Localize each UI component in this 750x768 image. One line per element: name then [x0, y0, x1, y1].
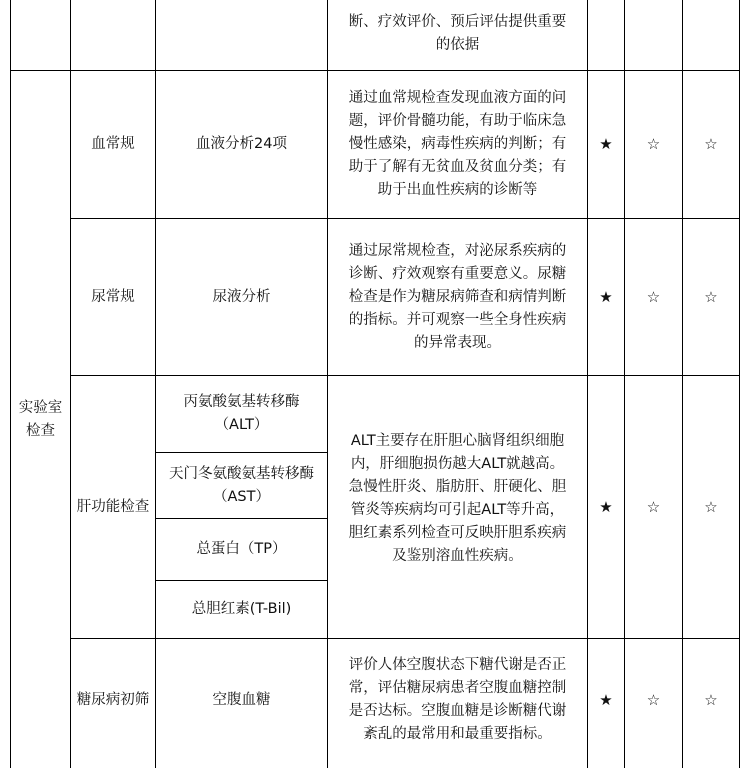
rating-star: ☆ — [646, 135, 661, 153]
item-cell — [156, 639, 327, 761]
rating-star: ☆ — [704, 497, 718, 516]
rating-star: ★ — [599, 690, 613, 709]
item-label: 尿液分析 — [212, 288, 271, 305]
item-cell — [156, 376, 327, 452]
sub-category-cell — [71, 219, 155, 375]
item-cell — [156, 581, 327, 638]
rating-star: ☆ — [704, 690, 718, 709]
description-text: 评价人体空腹状态下糖代谢是否正 常，评估糖尿病患者空腹血糖控制 是否达标。空腹血糖是诊断糖代谢 紊乱的最常用和最重要指标。 — [348, 657, 567, 742]
rating-star: ☆ — [704, 287, 718, 306]
description-cell — [328, 376, 587, 638]
rating-star: ☆ — [704, 135, 718, 153]
rating-star: ★ — [599, 497, 613, 516]
col-divider — [739, 0, 740, 768]
description-text: 通过尿常规检查，对泌尿系疾病的 诊断、疗效观察有重要意义。尿糖 检查是作为糖尿病筛查和病情判断 的指标。并可观察一些全身性疾病 的异常表现。 — [348, 242, 567, 351]
sub-category-cell — [71, 376, 155, 638]
sub-category-cell — [71, 639, 155, 761]
description-cell — [328, 219, 587, 375]
sub-category-label: 血常规 — [91, 136, 135, 152]
item-label: 天门冬氨酸氨基转移酶 （AST） — [169, 465, 314, 505]
item-label: 空腹血糖 — [212, 691, 271, 708]
description-cell — [328, 0, 587, 70]
item-label: 总蛋白（TP） — [196, 541, 287, 557]
rating-star: ★ — [599, 287, 613, 306]
rating-star: ☆ — [646, 690, 661, 709]
description-text: 断、疗效评价、预后评估提供重要 的依据 — [348, 14, 567, 53]
item-label: 总胆红素(T-Bil) — [191, 601, 292, 617]
description-text: 通过血常规检查发现血液方面的问 题，评价骨髓功能，有助于临床急 慢性感染，病毒性疾病的判断；有 助于了解有无贫血及贫血分类；有 助于出血性疾病的诊断等 — [348, 90, 567, 198]
category-label: 实验室 检查 — [18, 399, 63, 439]
item-cell — [156, 453, 327, 518]
rating-star: ☆ — [646, 497, 661, 516]
sub-category-label: 肝功能检查 — [76, 498, 150, 515]
exam-table — [10, 0, 740, 768]
sub-category-label: 尿常规 — [91, 288, 135, 305]
item-cell — [156, 71, 327, 218]
category-cell — [11, 71, 70, 768]
item-label: 丙氨酸氨基转移酶 （ALT） — [183, 394, 300, 433]
sub-category-cell — [71, 71, 155, 218]
item-label: 血液分析24项 — [196, 136, 287, 152]
description-cell — [328, 639, 587, 761]
description-text: ALT主要存在肝胆心脑肾组织细胞 内，肝细胞损伤越大ALT就越高。 急慢性肝炎、脂肪肝、肝硬化、胆 管炎等疾病均可引起ALT等升高， 胆红素系列检查可反映肝胆系疾病 及鉴别溶血性疾病。 — [348, 433, 567, 564]
sub-category-label: 糖尿病初筛 — [76, 691, 150, 708]
description-cell — [328, 71, 587, 218]
item-cell — [156, 519, 327, 580]
rating-star: ★ — [599, 135, 613, 153]
rating-star: ☆ — [646, 287, 661, 306]
item-cell — [156, 219, 327, 375]
